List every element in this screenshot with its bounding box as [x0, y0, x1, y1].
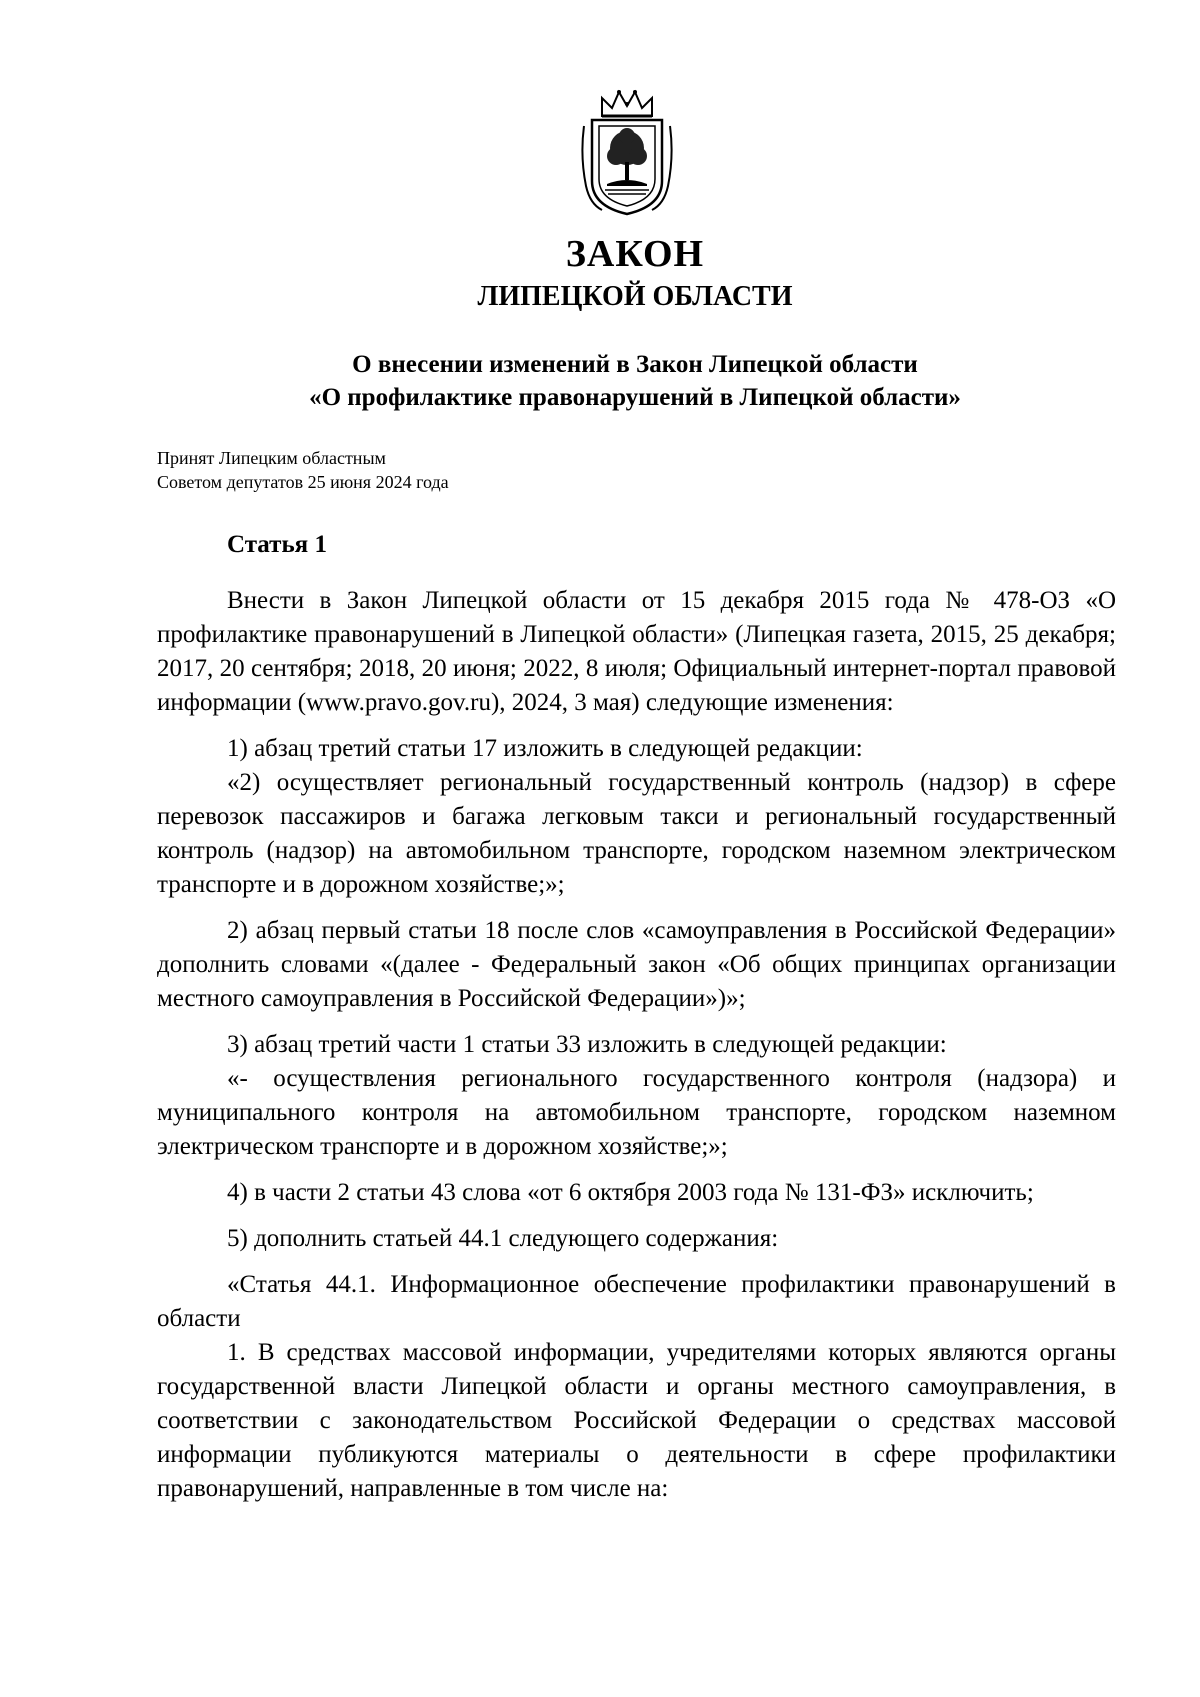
adoption-line: Принят Липецким областным: [157, 448, 386, 468]
paragraph: 1) абзац третий статьи 17 изложить в следующей редакции:: [227, 735, 863, 762]
paragraph: «2) осуществляет региональный государственный контроль (надзор) в сфере перевозок пассажиров и багажа легковым такси и региональный государственный контроль (надзор) на автомобильном транспорте, городском наземном электрическом транспорте и в дорожном хозяйстве;»;: [157, 769, 1116, 898]
adoption-note: [157, 446, 449, 494]
paragraph: Внести в Закон Липецкой области от 15 декабря 2015 года № 478-ОЗ «О профилактике правонарушений в Липецкой области» (Липецкая газета, 2015, 25 декабря; 2017, 20 сентября; 2018, 20 июня; 2022, 8 июля; Официальный интернет-портал правовой информации (www.pravo.gov.ru), 2024, 3 мая) следующие изменения:: [157, 587, 1116, 716]
law-heading-line: «О профилактике правонарушений в Липецкой области»: [309, 384, 961, 411]
paragraph: 1. В средствах массовой информации, учредителями которых являются органы государственной власти Липецкой области и органы местного самоуправления, в соответствии с законодательством Российской Федерации о средствах массовой информации публикуются материалы о деятельности в сфере профилактики правонарушений, направленные в том числе на:: [157, 1339, 1116, 1502]
law-heading: [200, 348, 1070, 414]
document-subtitle: ЛИПЕЦКОЙ ОБЛАСТИ: [477, 281, 793, 312]
adoption-line: Советом депутатов 25 июня 2024 года: [157, 472, 449, 492]
article-title: Статья 1: [227, 531, 327, 558]
lipetsk-coat-of-arms-icon: [572, 86, 682, 221]
article-body: [157, 584, 1116, 1506]
paragraph: 2) абзац первый статьи 18 после слов «самоуправления в Российской Федерации» дополнить словами «(далее - Федеральный закон «Об общих принципах организации местного самоуправления в Российской Федерации»)»;: [157, 917, 1116, 1012]
paragraph: 5) дополнить статьей 44.1 следующего содержания:: [227, 1225, 779, 1252]
paragraph: 4) в части 2 статьи 43 слова «от 6 октября 2003 года № 131-ФЗ» исключить;: [227, 1179, 1034, 1206]
paragraph: «- осуществления регионального государственного контроля (надзора) и муниципального контроля на автомобильном транспорте, городском наземном электрическом транспорте и в дорожном хозяйстве;»;: [157, 1065, 1116, 1160]
paragraph: 3) абзац третий части 1 статьи 33 изложить в следующей редакции:: [227, 1031, 947, 1058]
law-heading-line: О внесении изменений в Закон Липецкой области: [352, 351, 918, 378]
paragraph: «Статья 44.1. Информационное обеспечение профилактики правонарушений в области: [157, 1271, 1116, 1332]
document-title: ЗАКОН: [565, 233, 705, 275]
